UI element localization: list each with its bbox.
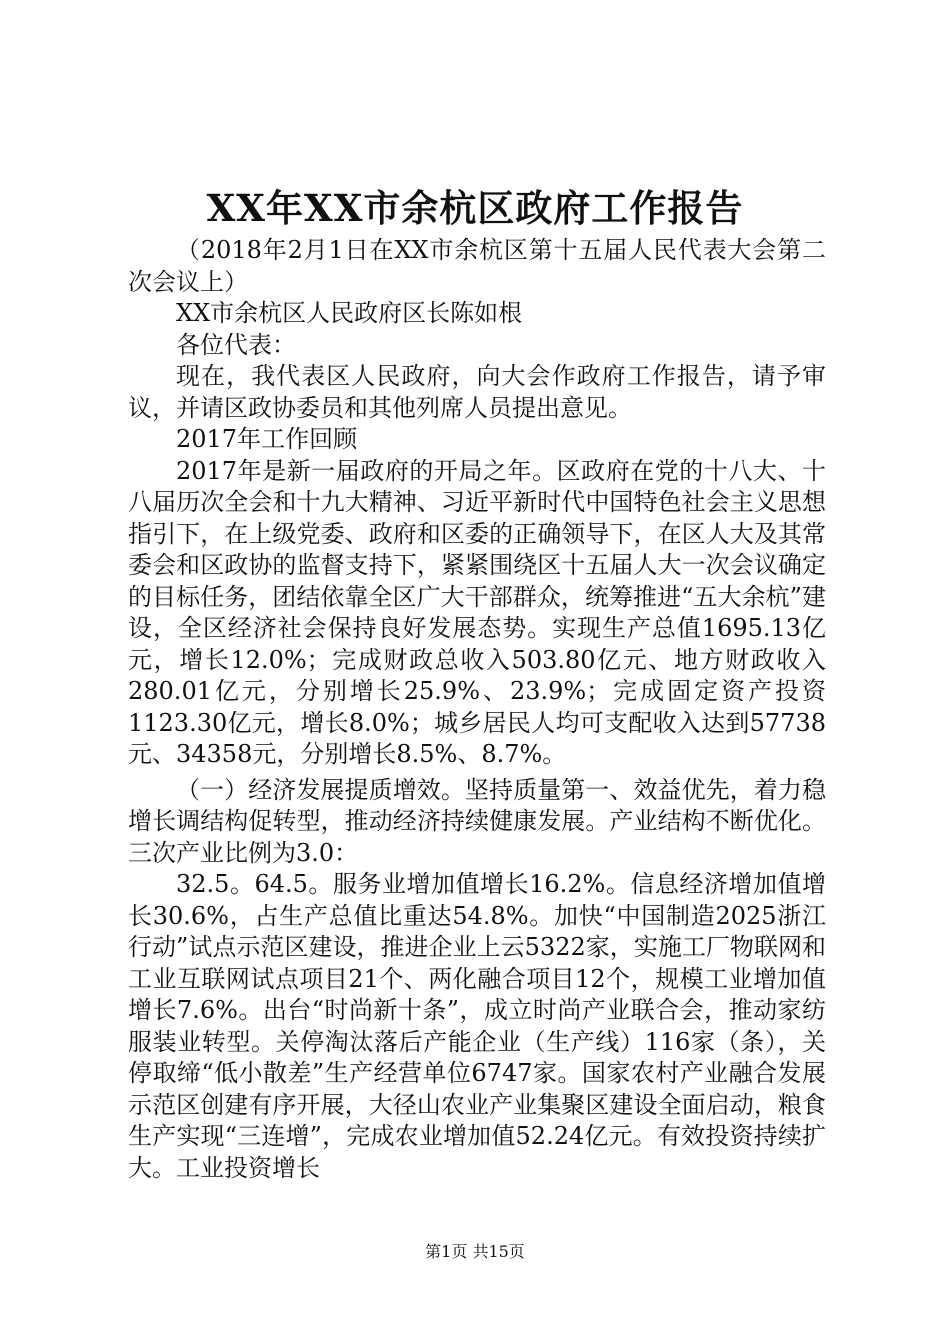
section-heading: 2017年工作回顾 — [176, 425, 358, 453]
economy-paragraph: （一）经济发展提质增效。坚持质量第一、效益优先，着力稳增长调结构促转型，推动经济持续健康发展。产业结构不断优化。三次产业比例为3.0： — [128, 775, 826, 867]
document-title: XX年XX市余杭区政府工作报告 — [206, 186, 744, 230]
opening-paragraph: 现在，我代表区人民政府，向大会作政府工作报告，请予审议，并请区政协委员和其他列席人员提出意见。 — [128, 362, 826, 422]
page-footer: 第1页 共15页 — [425, 1242, 525, 1261]
industry-paragraph: 32.5。64.5。服务业增加值增长16.2%。信息经济增加值增长30.6%，占生产总值比重达54.8%。加快“中国制造2025浙江行动”试点示范区建设，推进企业上云5322家，实施工厂物联网和工业互联网试点项目21个、两化融合项目12个，规模工业增加值增长7.6%。出台“时尚新十条”，成立时尚产业联合会，推动家纺服装业转型。关停淘汰落后产能企业（生产线）116家（条），关停取缔“低小散差”生产经营单位6747家。国家农村产业融合发展示范区创建有序开展，大径山农业产业集聚区建设全面启动，粮食生产实现“三连增”，完成农业增加值52.24亿元。有效投资持续扩大。工业投资增长 — [128, 870, 826, 1182]
review-paragraph: 2017年是新一届政府的开局之年。区政府在党的十八大、十八届历次全会和十九大精神、习近平新时代中国特色社会主义思想指引下，在上级党委、政府和区委的正确领导下，在区人大及其常委会和区政协的监督支持下，紧紧围绕区十五届人大一次会议确定的目标任务，团结依靠全区广大干部群众，统筹推进“五大余杭”建设，全区经济社会保持良好发展态势。实现生产总值1695.13亿元，增长12.0%；完成财政总收入503.80亿元、地方财政收入280.01亿元，分别增长25.9%、23.9%；完成固定资产投资1123.30亿元，增长8.0%；城乡居民人均可支配收入达到57738元、34358元，分别增长8.5%、8.7%。 — [128, 456, 826, 768]
document-body — [128, 235, 826, 1184]
speaker-line: XX市余杭区人民政府区长陈如根 — [176, 299, 523, 327]
salutation: 各位代表： — [176, 330, 296, 359]
meeting-note: （2018年2月1日在XX市余杭区第十五届人民代表大会第二次会议上） — [128, 236, 826, 296]
